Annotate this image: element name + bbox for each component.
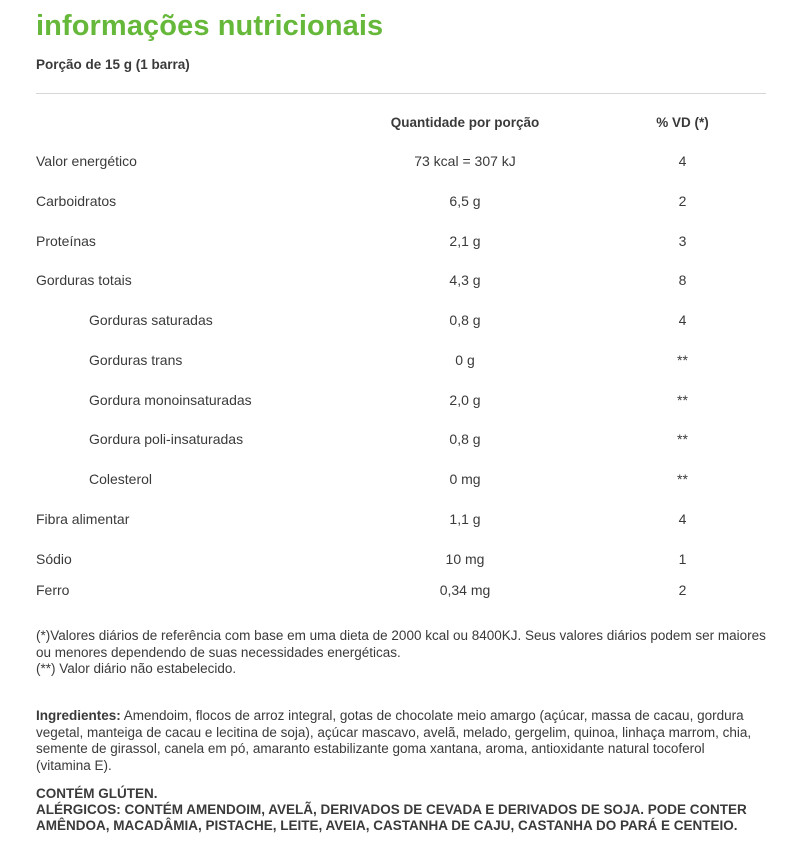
nutrient-name: Fibra alimentar bbox=[36, 511, 130, 527]
nutrient-quantity: 10 mg bbox=[445, 551, 485, 567]
allergen-warning: ALÉRGICOS: CONTÉM AMENDOIM, AVELÃ, DERIVADOS DE CEVADA E DERIVADOS DE SOJA. PODE CONTER AMÊNDOA, MACADÂMIA, PISTACHE, LEITE, AVEIA, CASTANHA DE CAJU, CASTANHA DO PARÁ E CENTEIO. bbox=[36, 802, 747, 834]
table-row bbox=[0, 312, 800, 334]
nutrient-quantity: 0 mg bbox=[449, 471, 481, 487]
gluten-warning: CONTÉM GLÚTEN. bbox=[36, 786, 158, 801]
table-row bbox=[0, 431, 800, 453]
nutrient-vd: ** bbox=[677, 352, 688, 368]
portion-size: Porção de 15 g (1 barra) bbox=[36, 57, 190, 72]
nutrient-vd: 3 bbox=[678, 233, 687, 249]
nutrient-name: Ferro bbox=[36, 582, 70, 598]
table-row bbox=[0, 471, 800, 493]
nutrient-vd: 2 bbox=[678, 582, 687, 598]
table-row bbox=[0, 272, 800, 294]
nutrient-name: Carboidratos bbox=[36, 193, 117, 209]
page-title: informações nutricionais bbox=[36, 10, 384, 42]
table-row bbox=[0, 582, 800, 604]
table-row bbox=[0, 551, 800, 573]
nutrient-quantity: 4,3 g bbox=[449, 272, 481, 288]
nutrient-quantity: 0 g bbox=[455, 352, 475, 368]
ingredients-text: Amendoim, flocos de arroz integral, gotas de chocolate meio amargo (açúcar, massa de cacau, gordura vegetal, manteiga de cacau e lecitina de soja), açúcar mascavo, avelã, melado, gergelim, quinoa, linhaça marrom, chia, semente de girassol, canela em pó, amaranto estabilizante goma xantana, aroma, antioxidante natural tocoferol (vitamina E). bbox=[36, 708, 752, 773]
nutrient-name: Gordura poli-insaturadas bbox=[89, 431, 244, 447]
nutrient-quantity: 0,8 g bbox=[449, 312, 481, 328]
allergen-info bbox=[36, 786, 766, 835]
footnote-reference: (*)Valores diários de referência com base em uma dieta de 2000 kcal ou 8400KJ. Seus valores diários podem ser maiores ou menores dependendo de suas necessidades energéticas. bbox=[36, 628, 766, 660]
nutrient-name: Gordura monoinsaturadas bbox=[89, 392, 252, 408]
footnote-not-established: (**) Valor diário não estabelecido. bbox=[36, 661, 237, 676]
nutrient-vd: 8 bbox=[678, 272, 687, 288]
nutrient-name: Proteínas bbox=[36, 233, 96, 249]
nutrient-quantity: 1,1 g bbox=[449, 511, 481, 527]
table-row bbox=[0, 352, 800, 374]
nutrient-quantity: 0,34 mg bbox=[439, 582, 491, 598]
ingredients-label: Ingredientes: bbox=[36, 708, 121, 723]
nutrient-vd: 2 bbox=[678, 193, 687, 209]
nutrient-name: Gorduras saturadas bbox=[89, 312, 213, 328]
table-row bbox=[0, 193, 800, 215]
nutrient-name: Valor energético bbox=[36, 153, 137, 169]
divider bbox=[36, 93, 766, 94]
table-row bbox=[0, 153, 800, 175]
nutrient-quantity: 2,1 g bbox=[449, 233, 481, 249]
table-row bbox=[0, 511, 800, 533]
column-header-vd: % VD (*) bbox=[656, 115, 709, 130]
nutrient-name: Gorduras trans bbox=[89, 352, 183, 368]
nutrient-quantity: 6,5 g bbox=[449, 193, 481, 209]
nutrient-vd: 4 bbox=[678, 153, 687, 169]
nutrient-name: Colesterol bbox=[89, 471, 153, 487]
nutrient-vd: 1 bbox=[678, 551, 687, 567]
nutrient-vd: ** bbox=[677, 431, 688, 447]
footnotes bbox=[36, 628, 766, 678]
nutrient-vd: 4 bbox=[678, 312, 687, 328]
nutrient-name: Gorduras totais bbox=[36, 272, 132, 288]
nutrient-quantity: 73 kcal = 307 kJ bbox=[414, 153, 516, 169]
nutrient-vd: 4 bbox=[678, 511, 687, 527]
table-row bbox=[0, 233, 800, 255]
nutrient-name: Sódio bbox=[36, 551, 72, 567]
table-row bbox=[0, 392, 800, 414]
ingredients bbox=[36, 708, 758, 774]
nutrient-vd: ** bbox=[677, 471, 688, 487]
nutrient-vd: ** bbox=[677, 392, 688, 408]
nutrient-quantity: 0,8 g bbox=[449, 431, 481, 447]
column-header-quantity: Quantidade por porção bbox=[390, 115, 540, 130]
nutrient-quantity: 2,0 g bbox=[449, 392, 481, 408]
